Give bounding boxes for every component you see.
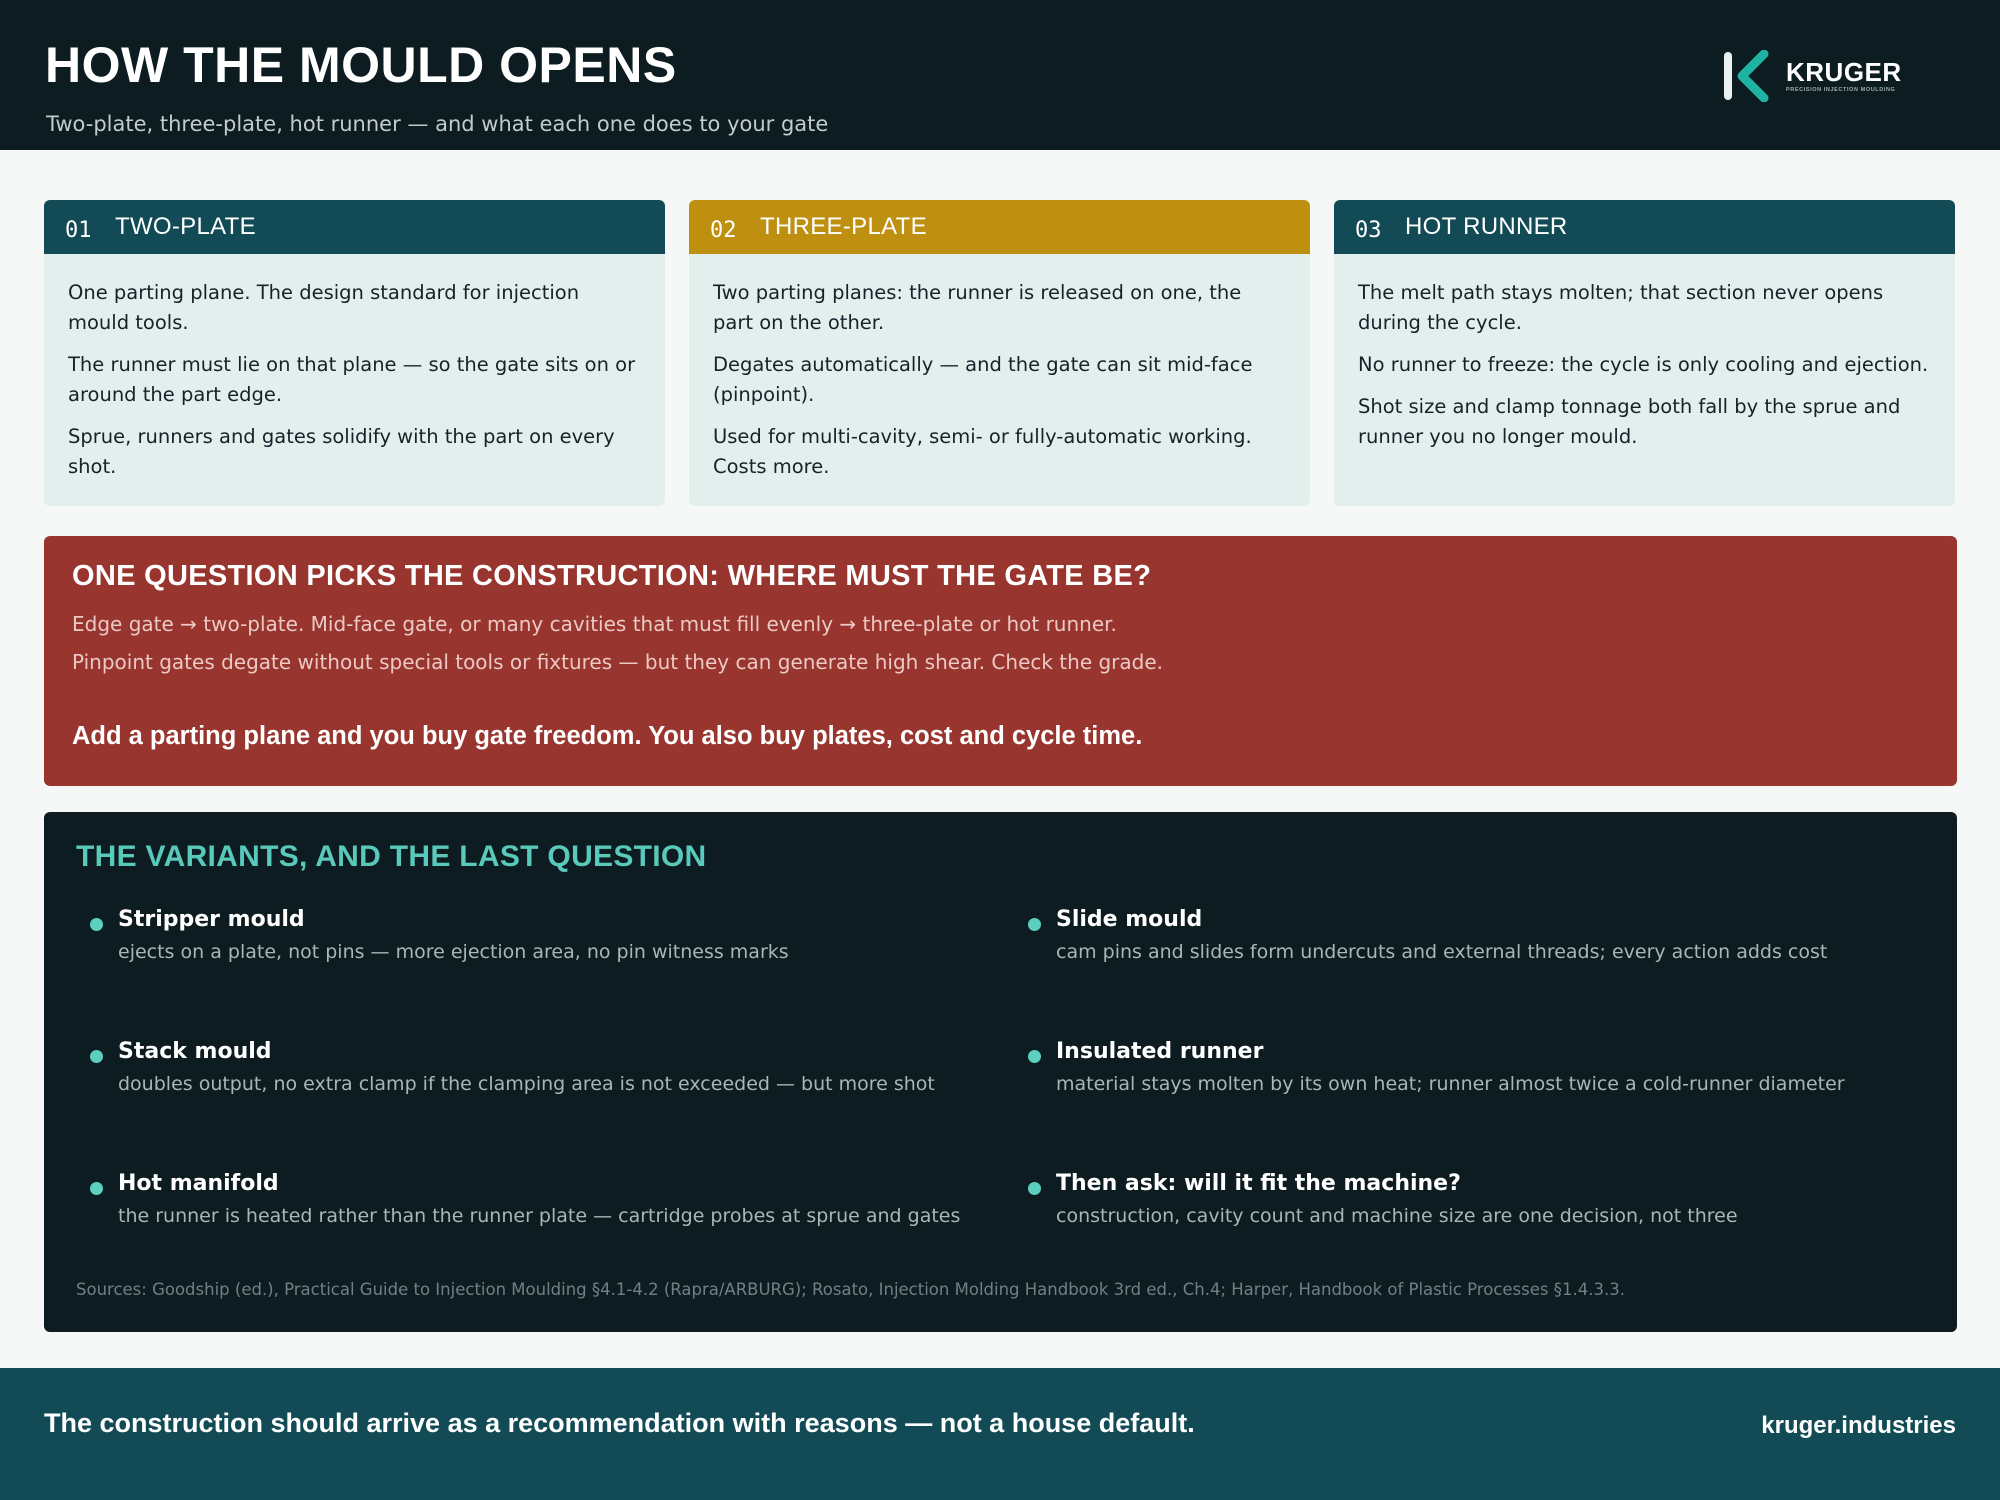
page-header — [0, 0, 2000, 150]
card-title: HOT RUNNER — [1405, 213, 1568, 240]
card-paragraph: The runner must lie on that plane — so the gate sits on or around the part edge. — [68, 353, 636, 406]
card-paragraph: Shot size and clamp tonnage both fall by the sprue and runner you no longer mould. — [1358, 395, 1901, 448]
card-paragraph: One parting plane. The design standard for injection mould tools. — [68, 281, 580, 334]
footer-url: kruger.industries — [1761, 1412, 1956, 1439]
variant-name: Stripper mould — [118, 907, 305, 932]
variant-desc: doubles output, no extra clamp if the clamping area is not exceeded — but more shot — [118, 1073, 935, 1095]
variant-name: Insulated runner — [1056, 1039, 1264, 1064]
bullet-dot-icon — [90, 918, 103, 931]
card-title: THREE-PLATE — [760, 213, 927, 240]
sources-note: Sources: Goodship (ed.), Practical Guide to Injection Moulding §4.1-4.2 (Rapra/ARBURG); Rosato, Injection Molding Handbook 3rd ed., Ch.4; Harper, Handbook of Plastic Processes §1.4.3.3. — [76, 1280, 1625, 1299]
variant-desc: construction, cavity count and machine size are one decision, not three — [1056, 1205, 1738, 1227]
card-header — [1334, 200, 1955, 254]
card-number: 03 — [1355, 217, 1382, 243]
card-number: 02 — [710, 217, 737, 243]
k-logo-icon — [1720, 50, 1772, 102]
card-paragraph: No runner to freeze: the cycle is only cooling and ejection. — [1358, 353, 1929, 376]
bullet-dot-icon — [1028, 918, 1041, 931]
card-paragraph: Degates automatically — and the gate can sit mid-face (pinpoint). — [713, 353, 1253, 406]
logo-name: KRUGER — [1786, 57, 1902, 87]
card-paragraph: The melt path stays molten; that section never opens during the cycle. — [1358, 281, 1884, 334]
bullet-dot-icon — [1028, 1050, 1041, 1063]
variant-desc: the runner is heated rather than the runner plate — cartridge probes at sprue and gates — [118, 1205, 961, 1227]
variant-name: Slide mould — [1056, 907, 1203, 932]
bullet-dot-icon — [90, 1182, 103, 1195]
card-number: 01 — [65, 217, 92, 243]
bullet-dot-icon — [1028, 1182, 1041, 1195]
variant-desc: ejects on a plate, not pins — more ejection area, no pin witness marks — [118, 941, 789, 963]
variant-name: Then ask: will it fit the machine? — [1056, 1171, 1461, 1196]
banner-emphasis: Add a parting plane and you buy gate freedom. You also buy plates, cost and cycle time. — [72, 722, 1143, 750]
card-paragraph: Two parting planes: the runner is released on one, the part on the other. — [713, 281, 1242, 334]
banner-title: ONE QUESTION PICKS THE CONSTRUCTION: WHERE MUST THE GATE BE? — [72, 560, 1152, 592]
variants-title: THE VARIANTS, AND THE LAST QUESTION — [76, 840, 707, 873]
variant-name: Stack mould — [118, 1039, 272, 1064]
page-footer — [0, 1368, 2000, 1500]
banner-line: Pinpoint gates degate without special tools or fixtures — but they can generate high shear. Check the grade. — [72, 650, 1164, 674]
gate-question-banner — [44, 536, 1957, 786]
variants-panel — [44, 812, 1957, 1332]
page-subtitle: Two-plate, three-plate, hot runner — and what each one does to your gate — [46, 112, 829, 136]
variant-name: Hot manifold — [118, 1171, 279, 1196]
page-title: HOW THE MOULD OPENS — [45, 37, 677, 93]
card-two-plate — [44, 200, 665, 506]
card-hot-runner — [1334, 200, 1955, 506]
banner-line: Edge gate → two-plate. Mid-face gate, or many cavities that must fill evenly → three-plate or hot runner. — [72, 612, 1117, 636]
card-paragraph: Used for multi-cavity, semi- or fully-automatic working. Costs more. — [713, 425, 1252, 478]
brand-logo — [1720, 48, 1902, 104]
variant-desc: material stays molten by its own heat; runner almost twice a cold-runner diameter — [1056, 1073, 1845, 1095]
card-title: TWO-PLATE — [115, 213, 256, 240]
card-paragraph: Sprue, runners and gates solidify with the part on every shot. — [68, 425, 615, 478]
bullet-dot-icon — [90, 1050, 103, 1063]
card-header — [44, 200, 665, 254]
variant-desc: cam pins and slides form undercuts and external threads; every action adds cost — [1056, 941, 1828, 963]
card-three-plate — [689, 200, 1310, 506]
card-header — [689, 200, 1310, 254]
footer-tagline: The construction should arrive as a recommendation with reasons — not a house default. — [44, 1408, 1195, 1438]
logo-tagline: PRECISION INJECTION MOULDING — [1786, 87, 1896, 93]
